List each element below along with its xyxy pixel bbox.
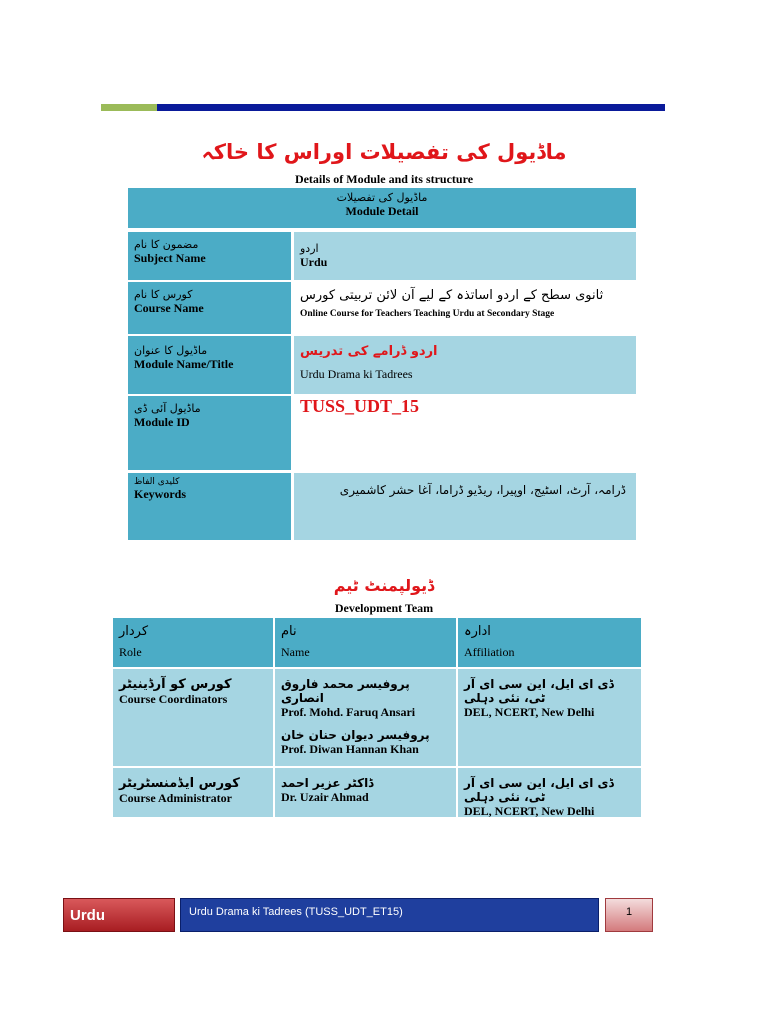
module-title-label-english: Module Name/Title bbox=[134, 357, 234, 371]
footer-subject-label: Urdu bbox=[63, 898, 175, 932]
team-row-1-role bbox=[113, 669, 273, 766]
team-row-1-names bbox=[275, 669, 456, 766]
role-1-urdu: کورس کو آرڈینیٹر bbox=[119, 677, 232, 692]
name-1b-urdu: پروفیسر دیوان حنان خان bbox=[281, 728, 430, 742]
affiliation-header-urdu: ادارہ bbox=[464, 624, 491, 639]
course-name-value-english: Online Course for Teachers Teaching Urdu at Secondary Stage bbox=[300, 309, 555, 319]
module-table-header bbox=[128, 188, 636, 228]
role-header-english: Role bbox=[119, 645, 142, 659]
module-title-label-cell bbox=[128, 336, 291, 394]
affiliation-2-urdu: ڈی ای ایل، این سی ای آر ٹی، نئی دہلی bbox=[464, 776, 614, 804]
name-1a-urdu: پروفیسر محمد فاروق انصاری bbox=[281, 677, 410, 705]
role-2-english: Course Administrator bbox=[119, 791, 232, 805]
footer-page-number: 1 bbox=[605, 898, 653, 932]
module-title-value-cell bbox=[294, 336, 636, 394]
module-id-label-urdu: ماڈیول آئی ڈی bbox=[134, 402, 201, 415]
name-header-urdu: نام bbox=[281, 624, 297, 639]
course-name-label-cell bbox=[128, 282, 291, 334]
role-2-urdu: کورس ایڈمنسٹریٹر bbox=[119, 776, 240, 791]
module-id-label-english: Module ID bbox=[134, 415, 190, 429]
name-1b-english: Prof. Diwan Hannan Khan bbox=[281, 742, 419, 756]
module-id-value: TUSS_UDT_15 bbox=[300, 396, 420, 416]
keywords-value-urdu: ڈرامہ، آرٹ، اسٹیج، اوپیرا، ریڈیو ڈراما، آغا حشر کاشمیری bbox=[339, 483, 626, 497]
top-divider-bar bbox=[101, 104, 665, 111]
module-title-label-urdu: ماڈیول کا عنوان bbox=[134, 344, 208, 357]
module-id-label-cell bbox=[128, 396, 291, 470]
column-header-affiliation bbox=[458, 618, 641, 667]
subject-name-label-cell bbox=[128, 232, 291, 280]
subject-name-value-english: Urdu bbox=[300, 255, 328, 269]
top-bar-green-segment bbox=[101, 104, 157, 111]
module-title-value-urdu: اردو ڈرامے کی تدریس bbox=[300, 344, 438, 359]
subject-name-label-english: Subject Name bbox=[134, 251, 206, 265]
name-header-english: Name bbox=[281, 645, 310, 659]
team-row-2-role bbox=[113, 768, 273, 817]
keywords-label-urdu: کلیدی الفاظ bbox=[134, 477, 180, 487]
module-title-value-english: Urdu Drama ki Tadrees bbox=[300, 367, 413, 381]
keywords-label-cell bbox=[128, 473, 291, 540]
affiliation-1-english: DEL, NCERT, New Delhi bbox=[464, 705, 595, 719]
course-name-label-english: Course Name bbox=[134, 301, 204, 315]
column-header-name bbox=[275, 618, 456, 667]
footer-module-title: Urdu Drama ki Tadrees (TUSS_UDT_ET15) bbox=[180, 898, 599, 932]
name-1a-english: Prof. Mohd. Faruq Ansari bbox=[281, 705, 416, 719]
course-name-label-urdu: کورس کا نام bbox=[134, 288, 193, 301]
page-title-urdu: ماڈیول کی تفصیلات اوراس کا خاکہ bbox=[201, 140, 567, 164]
affiliation-1-urdu: ڈی ای ایل، این سی ای آر ٹی، نئی دہلی bbox=[464, 677, 614, 705]
affiliation-2-english: DEL, NCERT, New Delhi bbox=[464, 804, 595, 818]
page-title-english: Details of Module and its structure bbox=[294, 172, 474, 186]
role-header-urdu: کردار bbox=[119, 624, 149, 639]
keywords-label-english: Keywords bbox=[134, 487, 186, 501]
role-1-english: Course Coordinators bbox=[119, 692, 228, 706]
module-header-english: Module Detail bbox=[345, 204, 419, 218]
column-header-role bbox=[113, 618, 273, 667]
team-row-1-affiliation bbox=[458, 669, 641, 766]
keywords-value-cell bbox=[294, 473, 636, 540]
top-bar-blue-segment bbox=[157, 104, 665, 111]
module-id-value-cell bbox=[294, 396, 636, 470]
subject-name-value-urdu: اردو bbox=[300, 242, 319, 255]
affiliation-header-english: Affiliation bbox=[464, 645, 515, 659]
subject-name-value-cell bbox=[294, 232, 636, 280]
name-2-urdu: ڈاکٹر عزیر احمد bbox=[281, 776, 374, 790]
module-header-urdu: ماڈیول کی تفصیلات bbox=[336, 191, 428, 204]
course-name-value-cell bbox=[294, 282, 636, 334]
team-row-2-names bbox=[275, 768, 456, 817]
subject-name-label-urdu: مضمون کا نام bbox=[134, 238, 199, 251]
team-title-english: Development Team bbox=[334, 601, 434, 615]
team-row-2-affiliation bbox=[458, 768, 641, 817]
course-name-value-urdu: ثانوی سطح کے اردو اساتذہ کے لیے آن لائن تربیتی کورس bbox=[300, 288, 604, 303]
team-title-urdu: ڈیولپمنٹ ٹیم bbox=[333, 576, 435, 595]
name-2-english: Dr. Uzair Ahmad bbox=[281, 790, 369, 804]
